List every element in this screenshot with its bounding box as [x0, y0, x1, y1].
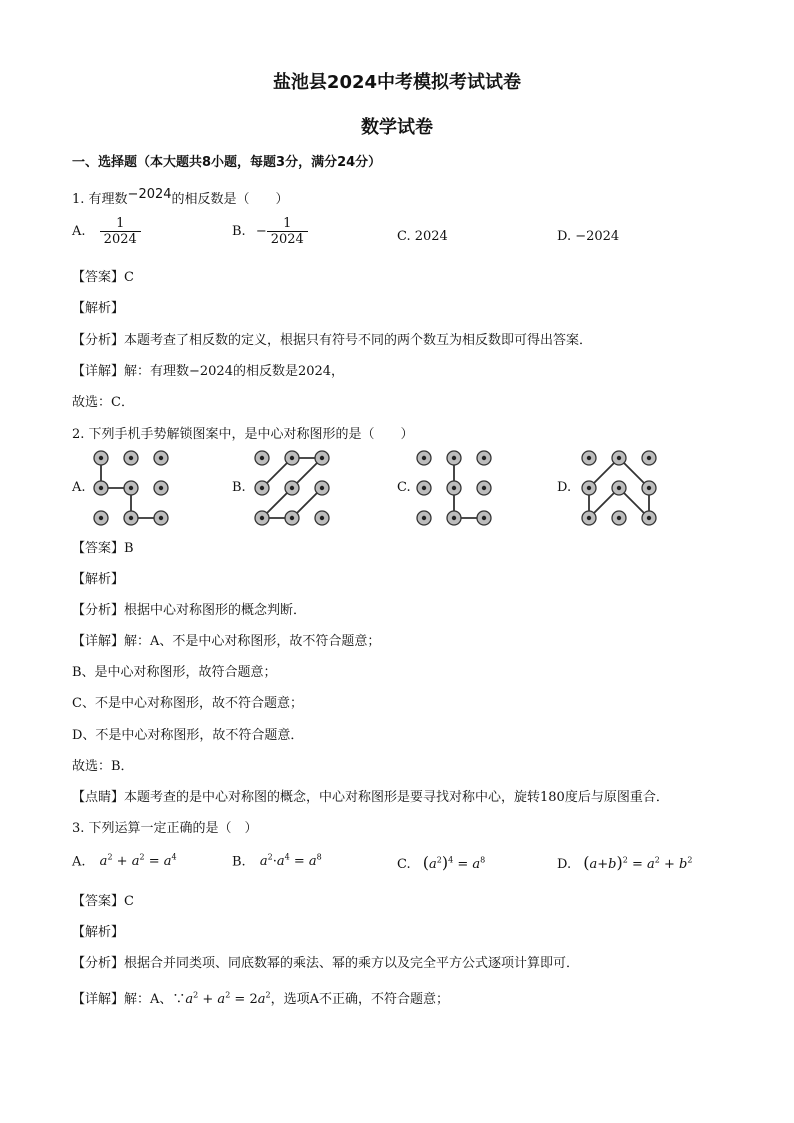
q1-fenxi: 【分析】本题考查了相反数的定义，根据只有符号不同的两个数互为相反数即可得出答案． — [72, 333, 593, 348]
pattern-d-image — [574, 443, 664, 533]
pattern-b-image — [247, 443, 337, 533]
q3-option-d — [557, 853, 692, 872]
q1-choose: 故选：C． — [72, 395, 134, 410]
q2-stem: 2. 下列手机手势解锁图案中，是中心对称图形的是（ ） — [72, 427, 414, 442]
q3-xiangjie-b: ，选项A不正确，不符合题意； — [270, 992, 449, 1007]
q3-xiangjie — [72, 988, 449, 1007]
q3-xiangjie-formula: $a^2 + a^2 = 2a^2$ — [185, 990, 271, 1007]
q1-option-b-label: B. — [232, 224, 246, 239]
q3-jiexi: 【解析】 — [72, 925, 125, 940]
fraction-numerator: 1 — [283, 216, 292, 231]
q2-line-b: B、是中心对称图形，故符合题意； — [72, 665, 277, 680]
q1-xiangjie: 【详解】解：有理数−2024的相反数是2024， — [72, 364, 345, 379]
q2-option-a-label: A. — [72, 480, 86, 495]
q2-answer: 【答案】B — [72, 541, 134, 556]
q3-option-a-formula: $a^2 + a^2 = a^4$ — [99, 853, 177, 870]
q3-answer: 【答案】C — [72, 894, 134, 909]
q2-line-d: D、不是中心对称图形，故不符合题意． — [72, 728, 304, 743]
q2-dianjing: 【点睛】本题考查的是中心对称图的概念，中心对称图形是要寻找对称中心，旋转180度后与原图重合． — [72, 790, 669, 805]
pattern-c-image — [409, 443, 499, 533]
q3-option-c-label: C. — [397, 857, 411, 872]
page-title: 盐池县2024中考模拟考试试卷 — [272, 72, 522, 93]
q3-fenxi: 【分析】根据合并同类项、同底数幂的乘法、幂的乘方以及完全平方公式逐项计算即可． — [72, 956, 580, 971]
q3-option-d-formula: $(a+b)^2 = a^2 + b^2$ — [583, 853, 693, 872]
q3-option-a — [72, 853, 177, 869]
fraction-numerator: 1 — [116, 216, 125, 231]
q3-option-b-formula: $a^2\cdot a^4 = a^8$ — [259, 853, 322, 870]
q2-jiexi: 【解析】 — [72, 572, 125, 587]
q1-option-a — [72, 216, 141, 247]
q3-option-d-label: D. — [557, 857, 572, 872]
q1-option-a-fraction — [100, 216, 141, 247]
q1-option-b-fraction — [267, 216, 308, 247]
fraction-denominator: 2024 — [100, 231, 141, 247]
q3-option-b — [232, 853, 322, 869]
q2-option-c-label: C. — [397, 480, 411, 495]
q2-line-c: C、不是中心对称图形，故不符合题意； — [72, 696, 303, 711]
q1-stem-b: 的相反数是（ ） — [171, 192, 289, 207]
page-subtitle: 数学试卷 — [361, 117, 433, 138]
q1-answer: 【答案】C — [72, 270, 134, 285]
q3-option-a-label: A. — [72, 854, 86, 870]
q2-choose: 故选：B． — [72, 759, 134, 774]
q3-option-b-label: B. — [232, 854, 246, 870]
q3-option-c — [397, 853, 485, 872]
q1-option-d: D. −2024 — [557, 229, 620, 244]
q2-option-b-label: B. — [232, 480, 246, 495]
section-heading: 一、选择题（本大题共8小题，每题3分，满分24分） — [72, 155, 382, 170]
q1-stem-number: −2024 — [127, 187, 172, 202]
q2-fenxi: 【分析】根据中心对称图形的概念判断． — [72, 603, 307, 618]
q1-stem-a: 1. 有理数 — [72, 192, 128, 207]
q2-xiangjie: 【详解】解：A、不是中心对称图形，故不符合题意； — [72, 634, 381, 649]
fraction-denominator: 2024 — [267, 231, 308, 247]
q1-option-c: C. 2024 — [397, 229, 448, 244]
q1-option-b-sign: − — [255, 224, 267, 239]
q1-option-a-label: A. — [72, 224, 86, 239]
q3-stem: 3. 下列运算一定正确的是（ ） — [72, 821, 258, 836]
q1-option-b — [232, 216, 308, 247]
q1-stem — [72, 188, 289, 207]
q3-xiangjie-a: 【详解】解：A、∵ — [72, 992, 186, 1007]
q3-option-c-formula: $(a^2)^4 = a^8$ — [422, 853, 486, 872]
q2-option-d-label: D. — [557, 480, 572, 495]
pattern-a-image — [86, 443, 176, 533]
q1-jiexi: 【解析】 — [72, 301, 125, 316]
